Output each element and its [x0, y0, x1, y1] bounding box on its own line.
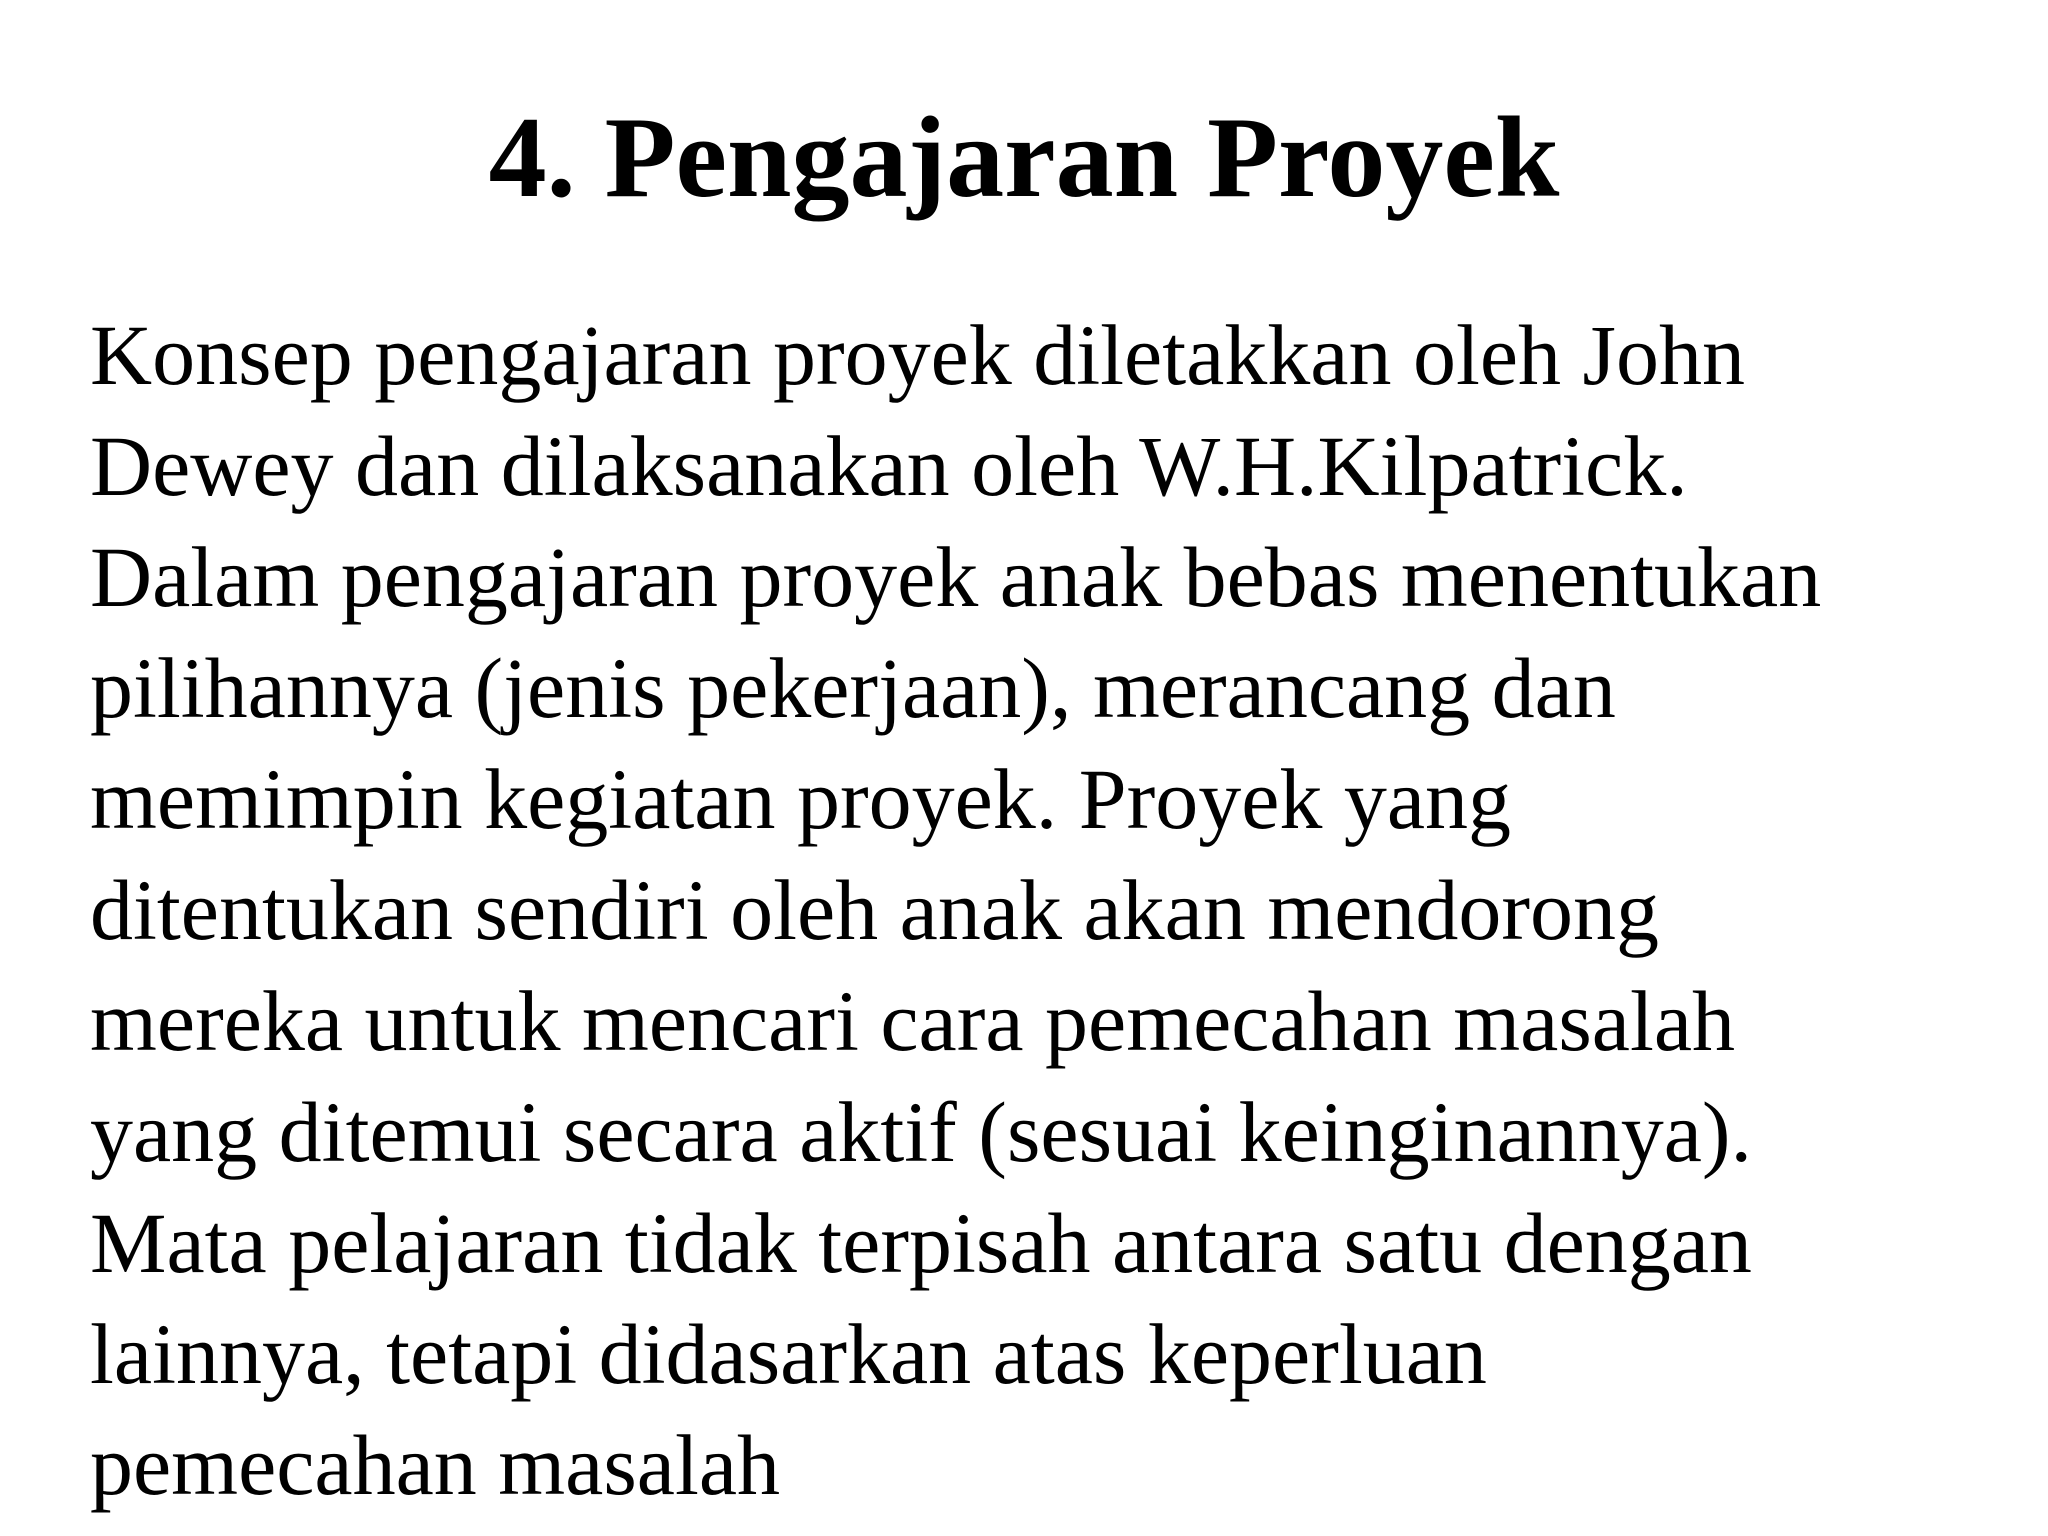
body-line: lainnya, tetapi didasarkan atas keperluan — [90, 1306, 1487, 1402]
body-line: yang ditemui secara aktif (sesuai keinginannya). — [90, 1084, 1753, 1180]
body-line: pilihannya (jenis pekerjaan), merancang dan — [90, 640, 1616, 736]
body-line: ditentukan sendiri oleh anak akan mendorong — [90, 862, 1660, 958]
body-line: Mata pelajaran tidak terpisah antara satu dengan — [90, 1195, 1752, 1291]
body-line: Dalam pengajaran proyek anak bebas menentukan — [90, 529, 1822, 625]
body-line: pemecahan masalah — [90, 1417, 781, 1513]
body-line: Dewey dan dilaksanakan oleh W.H.Kilpatrick. — [90, 418, 1688, 514]
body-line: memimpin kegiatan proyek. Proyek yang — [90, 751, 1512, 847]
body-line: Konsep pengajaran proyek diletakkan oleh John — [90, 307, 1745, 403]
body-line: mereka untuk mencari cara pemecahan masalah — [90, 973, 1736, 1069]
slide-title: 4. Pengajaran Proyek — [488, 94, 1560, 222]
slide-body — [90, 300, 2030, 1521]
